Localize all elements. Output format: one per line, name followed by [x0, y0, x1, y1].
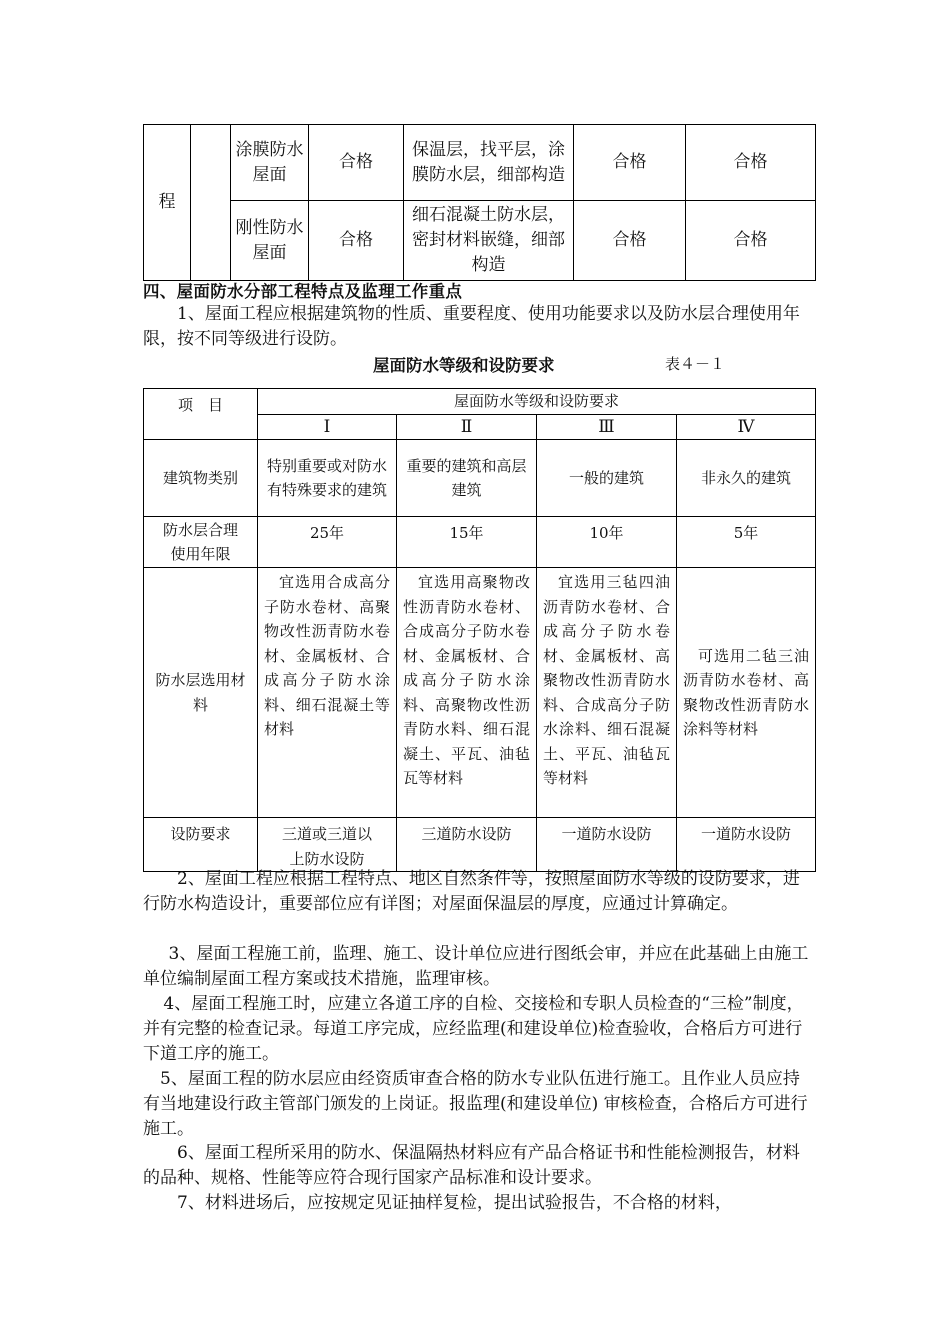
table-cell: 25年	[258, 517, 397, 568]
table-cell: 重要的建筑和高层建筑	[397, 440, 537, 517]
header-group: 屋面防水等级和设防要求	[258, 389, 816, 415]
level-header: Ⅱ	[397, 414, 537, 440]
table-cell-content: 保温层，找平层，涂膜防水层，细部构造	[404, 125, 574, 201]
table-cell-result: 合格	[686, 201, 816, 281]
table-cell: 一道防水设防	[677, 818, 816, 872]
table-cell: 宜选用三毡四油沥青防水卷材、合成高分子防水卷材、金属板材、高聚物改性沥青防水料、合成高分子防水涂料、细石混凝土、平瓦、油毡瓦等材料	[537, 568, 677, 818]
table-cell: 宜选用高聚物改性沥青防水卷材、合成高分子防水卷材、金属板材、合成高分子防水涂料、高聚物改性沥青防水料、细石混凝土、平瓦、油毡瓦等材料	[397, 568, 537, 818]
table-cell: 三道防水设防	[397, 818, 537, 872]
row-label: 建筑物类别	[144, 440, 258, 517]
paragraph-2: 2、屋面工程应根据工程特点、地区自然条件等，按照屋面防水等级的设防要求，进行防水构造设计，重要部位应有详图；对屋面保温层的厚度，应通过计算确定。	[143, 869, 800, 914]
table-cell: 10年	[537, 517, 677, 568]
table-cell: 5年	[677, 517, 816, 568]
table-number: 表４－１	[665, 355, 726, 373]
section-heading: 四、屋面防水分部工程特点及监理工作重点	[143, 282, 463, 301]
table-title: 屋面防水等级和设防要求	[373, 356, 555, 375]
row-label: 防水层合理使用年限	[144, 517, 258, 568]
level-header: Ⅰ	[258, 414, 397, 440]
paragraph-6: 6、屋面工程所采用的防水、保温隔热材料应有产品合格证书和性能检测报告，材料的品种、规格、性能等应符合现行国家产品标准和设计要求。	[143, 1143, 800, 1188]
inspection-table	[143, 124, 816, 281]
table-cell: 一般的建筑	[537, 440, 677, 517]
paragraph-5: 5、屋面工程的防水层应由经资质审查合格的防水专业队伍进行施工。且作业人员应持有当地建设行政主管部门颁发的上岗证。报监理(和建设单位) 审核检查，合格后方可进行施工。	[143, 1069, 808, 1139]
table-cell-result: 合格	[574, 201, 686, 281]
table-cell-category: 程	[144, 125, 191, 281]
table-cell-result: 合格	[309, 201, 404, 281]
table-cell: 宜选用合成高分子防水卷材、高聚物改性沥青防水卷材、金属板材、合成高分子防水涂料、细石混凝土等材料	[258, 568, 397, 818]
paragraph-1: 1、屋面工程应根据建筑物的性质、重要程度、使用功能要求以及防水层合理使用年限，按不同等级进行设防。	[143, 304, 800, 349]
table-cell-item: 刚性防水屋面	[231, 201, 309, 281]
table-cell-result: 合格	[686, 125, 816, 201]
paragraph-4: 4、屋面工程施工时，应建立各道工序的自检、交接检和专职人员检查的“三检”制度，并有完整的检查记录。每道工序完成，应经监理(和建设单位)检查验收，合格后方可进行下道工序的施工。	[143, 994, 804, 1064]
table-cell-content: 细石混凝土防水层，密封材料嵌缝，细部构造	[404, 201, 574, 281]
table-cell: 特别重要或对防水有特殊要求的建筑	[258, 440, 397, 517]
table-cell: 15年	[397, 517, 537, 568]
paragraph-3: 3、屋面工程施工前，监理、施工、设计单位应进行图纸会审，并应在此基础上由施工单位编制屋面工程方案或技术措施，监理审核。	[143, 944, 809, 989]
level-header: Ⅳ	[677, 414, 816, 440]
table-cell: 一道防水设防	[537, 818, 677, 872]
table-cell: 三道或三道以上防水设防	[258, 818, 397, 872]
table-cell-result: 合格	[574, 125, 686, 201]
level-header: Ⅲ	[537, 414, 677, 440]
table-cell: 可选用二毡三油沥青防水卷材、高聚物改性沥青防水涂料等材料	[677, 568, 816, 818]
table-cell: 非永久的建筑	[677, 440, 816, 517]
row-label: 防水层选用材料	[144, 568, 258, 818]
table-cell-item: 涂膜防水屋面	[231, 125, 309, 201]
table-cell-blank	[191, 125, 231, 281]
header-item: 项 目	[144, 389, 258, 440]
paragraph-7: 7、材料进场后，应按规定见证抽样复检，提出试验报告，不合格的材料，	[177, 1193, 732, 1213]
row-label: 设防要求	[144, 818, 258, 872]
waterproof-grade-table	[143, 388, 816, 872]
table-cell-result: 合格	[309, 125, 404, 201]
